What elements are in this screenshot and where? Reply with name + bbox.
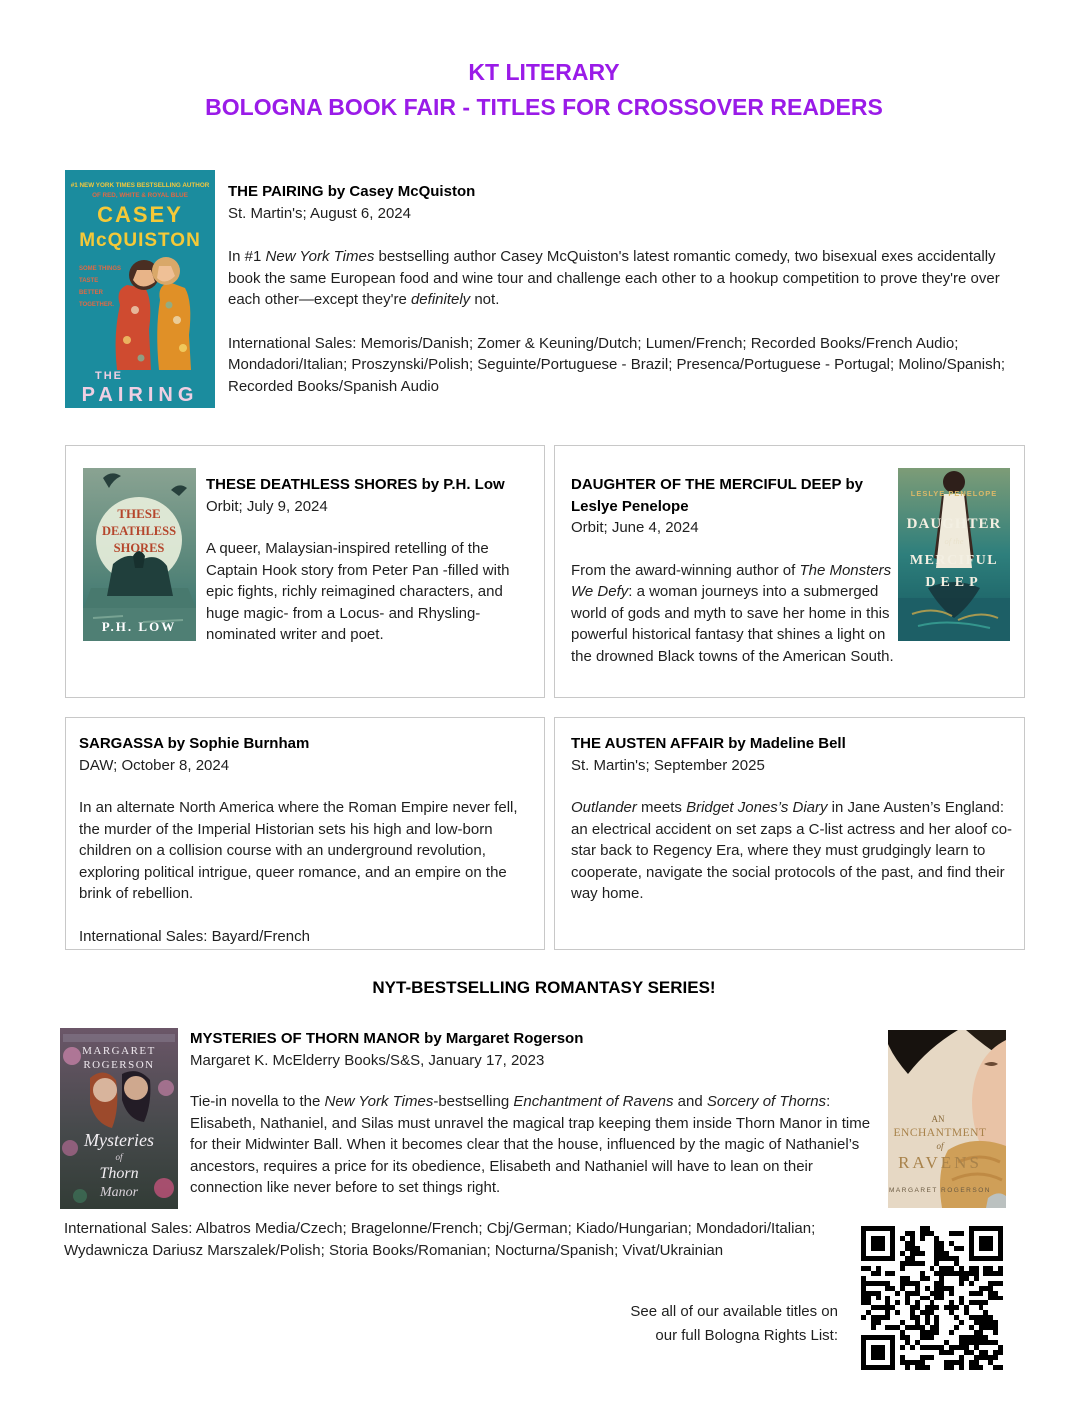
book-cover-enchantment-of-ravens	[888, 1030, 1006, 1208]
see-all-line1: See all of our available titles on	[630, 1303, 838, 1320]
qr-code	[857, 1222, 1007, 1374]
card-text	[571, 474, 901, 667]
cover-title-line: of the	[944, 536, 964, 546]
cover-author: LESLYE PENELOPE	[910, 489, 998, 498]
book-international-sales: International Sales: Bayard/French	[79, 927, 310, 945]
section-the-pairing	[228, 181, 1020, 397]
cover-title-line: SHORES	[113, 541, 165, 555]
cover-title-line: DEEP	[925, 575, 983, 590]
cover-side-text: BETTER	[79, 290, 103, 296]
cover-author-line: ROGERSON	[83, 1059, 155, 1071]
book-description: In #1 New York Times bestselling author Casey McQuiston's latest romantic comedy, two bisexual exes accidentally book the same European food and wine tour and challenge each other to a hookup competition to prove they're over each other—except they're definitely not.	[228, 248, 1000, 308]
cover-title-line: ENCHANTMENT	[893, 1127, 987, 1139]
book-description: Tie-in novella to the New York Times-bestselling Enchantment of Ravens and Sorcery of Thorns: Elisabeth, Nathaniel, and Silas must unravel the magical trap keeping them inside Thorn Manor in time for their Midwinter Ball. When it becomes clear that the house, influenced by the magic of Nathaniel’s ancestors, requires a price for its obedience, Elisabeth and Nathaniel will have to lean on their connection like never before to set things right.	[190, 1093, 871, 1196]
book-international-sales: International Sales: Memoris/Danish; Zomer & Keuning/Dutch; Lumen/French; Recorded Books/French Audio; Mondadori/Italian; Proszynski/Polish; Seguinte/Portuguese - Brazil; Presenca/Portuguese - Portugal; Molino/Spanish; Recorded Books/Spanish Audio	[228, 334, 1006, 395]
footer-international-sales: International Sales: Albatros Media/Czech; Bragelonne/French; Cbj/German; Kiado/Hungarian; Mondadori/Italian; Wydawnicza Dariusz Marszalek/Polish; Storia Books/Romanian; Nocturna/Spanish; Vivat/Ukrainian	[64, 1220, 816, 1259]
see-all-note	[508, 1300, 838, 1348]
cover-author-line: MARGARET	[82, 1045, 156, 1057]
cover-tagline2: OF RED, WHITE & ROYAL BLUE	[92, 192, 188, 199]
card-text	[206, 474, 536, 646]
book-title: SARGASSA by Sophie Burnham	[79, 735, 310, 752]
section-thorn-manor	[190, 1028, 888, 1199]
cover-author-first: CASEY	[97, 202, 183, 227]
cover-title-the: THE	[95, 370, 123, 382]
doc-title-line1: KT LITERARY	[468, 59, 620, 85]
cover-side-text: SOME THINGS	[79, 266, 122, 272]
book-description: Outlander meets Bridget Jones’s Diary in Jane Austen’s England: an electrical accident on set zaps a C-list actress and her aloof co-star back to Regency Era, where they must grudgingly learn to cooperate, navigate the social protocols of the past, and find their way home.	[571, 799, 1013, 902]
cover-title-line: of	[936, 1141, 944, 1151]
cover-author-last: McQUISTON	[79, 230, 201, 251]
book-cover-mysteries-thorn-manor	[60, 1028, 178, 1209]
cover-title-line: AN	[931, 1114, 945, 1124]
card-text	[571, 733, 1013, 905]
book-publisher: St. Martin's; August 6, 2024	[228, 204, 411, 222]
card-daughter-merciful-deep	[554, 445, 1025, 698]
cover-title-line: MERCIFUL	[909, 553, 999, 568]
book-title: DAUGHTER OF THE MERCIFUL DEEP by Leslye Penelope	[571, 476, 863, 515]
book-cover-these-deathless-shores	[83, 468, 196, 641]
see-all-line2: our full Bologna Rights List:	[655, 1327, 838, 1344]
cover-title-line: DAUGHTER	[906, 516, 1002, 532]
book-description: From the award-winning author of The Monsters We Defy: a woman journeys into a submerged world of gods and myth to save her home in this powerful historical fantasy that shines a light on the drowned Black towns of the American South.	[571, 561, 894, 665]
book-title: THE AUSTEN AFFAIR by Madeline Bell	[571, 735, 846, 752]
book-title: THE PAIRING by Casey McQuiston	[228, 183, 476, 200]
cover-tagline: #1 NEW YORK TIMES BESTSELLING AUTHOR	[70, 182, 210, 189]
cover-side-text: TOGETHER.	[79, 302, 114, 308]
cover-side-text: TASTE	[79, 278, 99, 284]
book-cover-daughter-merciful-deep	[898, 468, 1010, 641]
card-the-austen-affair	[554, 717, 1025, 950]
card-sargassa	[65, 717, 545, 950]
book-cover-the-pairing	[65, 170, 215, 408]
doc-header	[0, 55, 1088, 125]
card-these-deathless-shores	[65, 445, 545, 698]
book-publisher: Orbit; June 4, 2024	[571, 519, 699, 536]
book-publisher: Orbit; July 9, 2024	[206, 497, 328, 515]
book-description: In an alternate North America where the Roman Empire never fell, the murder of the Imperial Historian sets his high and low-born children on a collision course with an underground revolution, exploring political intrigue, queer romance, and an empire on the brink of rebellion.	[79, 799, 518, 902]
book-publisher: Margaret K. McElderry Books/S&S, January 17, 2023	[190, 1051, 545, 1069]
book-description: A queer, Malaysian-inspired retelling of the Captain Hook story from Peter Pan -filled with epic fights, richly reimagined characters, and huge magic- from a Locus- and Rhysling-nominated writer and poet.	[206, 540, 510, 643]
book-title: THESE DEATHLESS SHORES by P.H. Low	[206, 476, 505, 493]
cover-title-line: RAVENS	[898, 1153, 982, 1172]
cover-title-line: Thorn	[99, 1165, 139, 1182]
cover-title-line: Manor	[99, 1185, 139, 1200]
book-publisher: St. Martin's; September 2025	[571, 756, 765, 774]
card-text	[79, 733, 531, 947]
cover-title-line: of	[115, 1152, 123, 1162]
cover-author: MARGARET ROGERSON	[889, 1187, 991, 1194]
cover-author: P.H. LOW	[101, 619, 177, 634]
cover-title-pairing: PAIRING	[81, 384, 199, 406]
book-title: MYSTERIES OF THORN MANOR by Margaret Rogerson	[190, 1030, 584, 1047]
cover-title-line: Mysteries	[84, 1130, 154, 1150]
romantasy-heading: NYT-BESTSELLING ROMANTASY SERIES!	[372, 978, 716, 997]
doc-title-line2: BOLOGNA BOOK FAIR - TITLES FOR CROSSOVER READERS	[205, 94, 883, 120]
cover-title-line: DEATHLESS	[101, 524, 177, 538]
book-publisher: DAW; October 8, 2024	[79, 756, 230, 774]
cover-title-line: THESE	[117, 506, 161, 521]
